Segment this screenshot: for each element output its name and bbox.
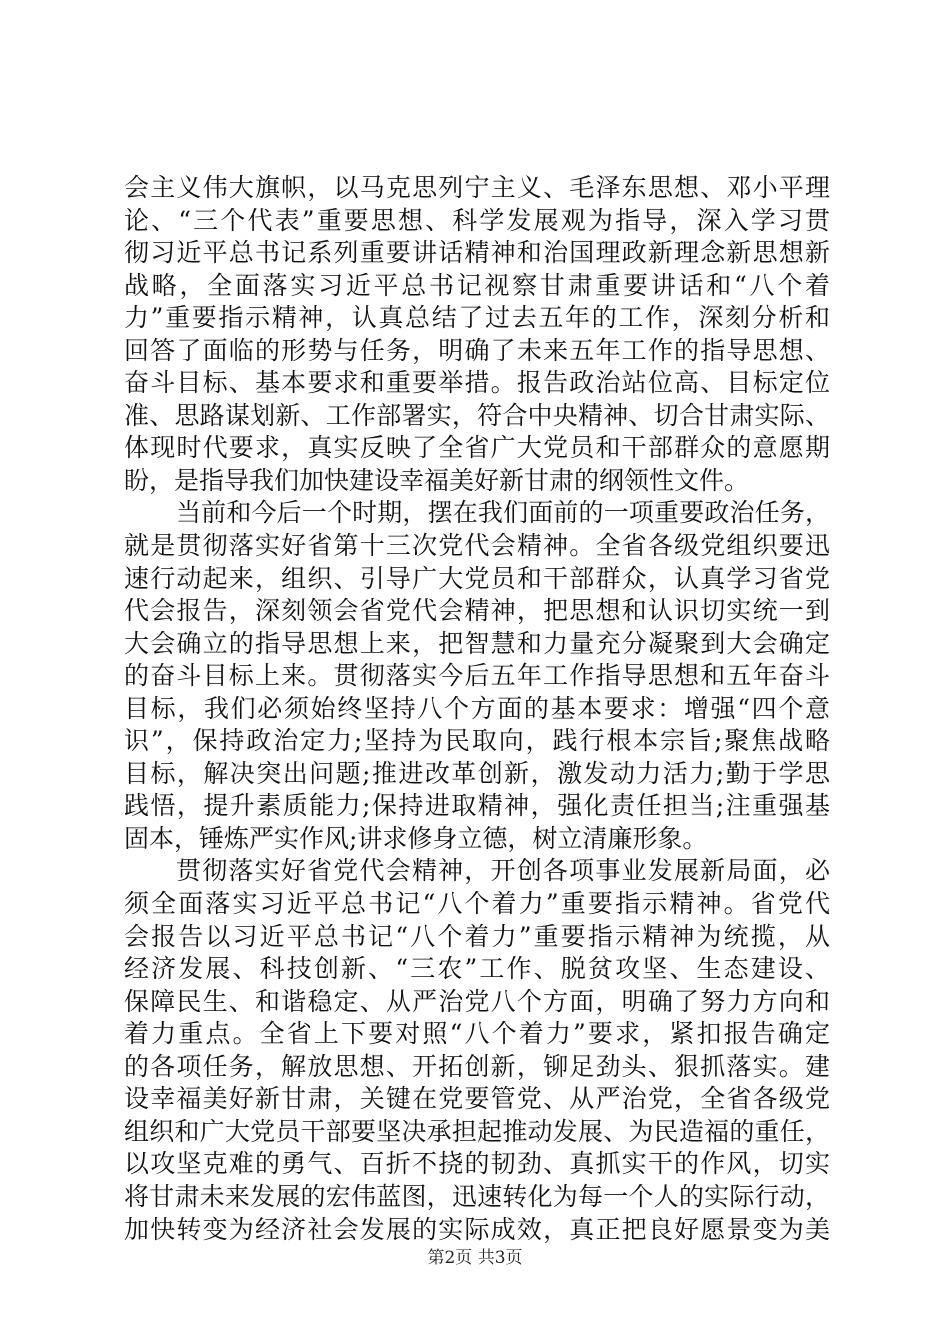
text-line: 加快转变为经济社会发展的实际成效，真正把良好愿景变为美	[124, 1214, 830, 1244]
text-line: 论、“三个代表”重要思想、科学发展观为指导，深入学习贯	[124, 205, 830, 235]
text-line: 以攻坚克难的勇气、百折不挠的韧劲、真抓实干的作风，切实	[124, 1149, 830, 1179]
text-line: 组织和广大党员干部要坚决承担起推动发展、为民造福的重任，	[124, 1116, 830, 1146]
text-line: 大会确立的指导思想上来，把智慧和力量充分凝聚到大会确定	[124, 628, 830, 658]
text-line: 将甘肃未来发展的宏伟蓝图，迅速转化为每一个人的实际行动，	[124, 1181, 830, 1211]
text-line: 当前和今后一个时期，摆在我们面前的一项重要政治任务，	[176, 498, 830, 528]
text-line: 力”重要指示精神，认真总结了过去五年的工作，深刻分析和	[124, 303, 830, 333]
text-line: 彻习近平总书记系列重要讲话精神和治国理政新理念新思想新	[124, 238, 830, 268]
text-line: 目标，我们必须始终坚持八个方面的基本要求：增强“四个意	[124, 693, 830, 723]
text-line: 奋斗目标、基本要求和重要举措。报告政治站位高、目标定位	[124, 368, 830, 398]
text-line: 设幸福美好新甘肃，关键在党要管党、从严治党，全省各级党	[124, 1084, 830, 1114]
text-line: 体现时代要求，真实反映了全省广大党员和干部群众的意愿期	[124, 433, 830, 463]
text-line: 保障民生、和谐稳定、从严治党八个方面，明确了努力方向和	[124, 986, 830, 1016]
text-line: 代会报告，深刻领会省党代会精神，把思想和认识切实统一到	[124, 596, 830, 626]
text-line: 回答了面临的形势与任务，明确了未来五年工作的指导思想、	[124, 335, 830, 365]
text-line: 识”，保持政治定力;坚持为民取向，践行根本宗旨;聚焦战略	[124, 726, 830, 756]
text-line: 会报告以习近平总书记“八个着力”重要指示精神为统揽，从	[124, 921, 830, 951]
text-line: 速行动起来，组织、引导广大党员和干部群众，认真学习省党	[124, 563, 830, 593]
text-line: 准、思路谋划新、工作部署实，符合中央精神、切合甘肃实际、	[124, 400, 830, 430]
document-body	[124, 172, 830, 1246]
text-line: 贯彻落实好省党代会精神，开创各项事业发展新局面，必	[176, 856, 830, 886]
text-line: 的奋斗目标上来。贯彻落实今后五年工作指导思想和五年奋斗	[124, 661, 830, 691]
text-line: 就是贯彻落实好省第十三次党代会精神。全省各级党组织要迅	[124, 531, 830, 561]
text-line: 的各项任务，解放思想、开拓创新，铆足劲头、狠抓落实。建	[124, 1051, 830, 1081]
text-line: 经济发展、科技创新、“三农”工作、脱贫攻坚、生态建设、	[124, 954, 830, 984]
text-line: 战略，全面落实习近平总书记视察甘肃重要讲话和“八个着	[124, 270, 830, 300]
text-line: 目标，解决突出问题;推进改革创新，激发动力活力;勤于学思	[124, 758, 830, 788]
text-line: 固本，锤炼严实作风;讲求修身立德，树立清廉形象。	[124, 823, 708, 853]
text-line: 会主义伟大旗帜，以马克思列宁主义、毛泽东思想、邓小平理	[124, 173, 830, 202]
text-line: 着力重点。全省上下要对照“八个着力”要求，紧扣报告确定	[124, 1019, 830, 1049]
text-line: 须全面落实习近平总书记“八个着力”重要指示精神。省党代	[124, 889, 830, 919]
text-line: 盼，是指导我们加快建设幸福美好新甘肃的纲领性文件。	[124, 465, 750, 495]
text-line: 践悟，提升素质能力;保持进取精神，强化责任担当;注重强基	[124, 791, 830, 821]
page-footer: 第2页 共3页	[427, 1248, 523, 1268]
